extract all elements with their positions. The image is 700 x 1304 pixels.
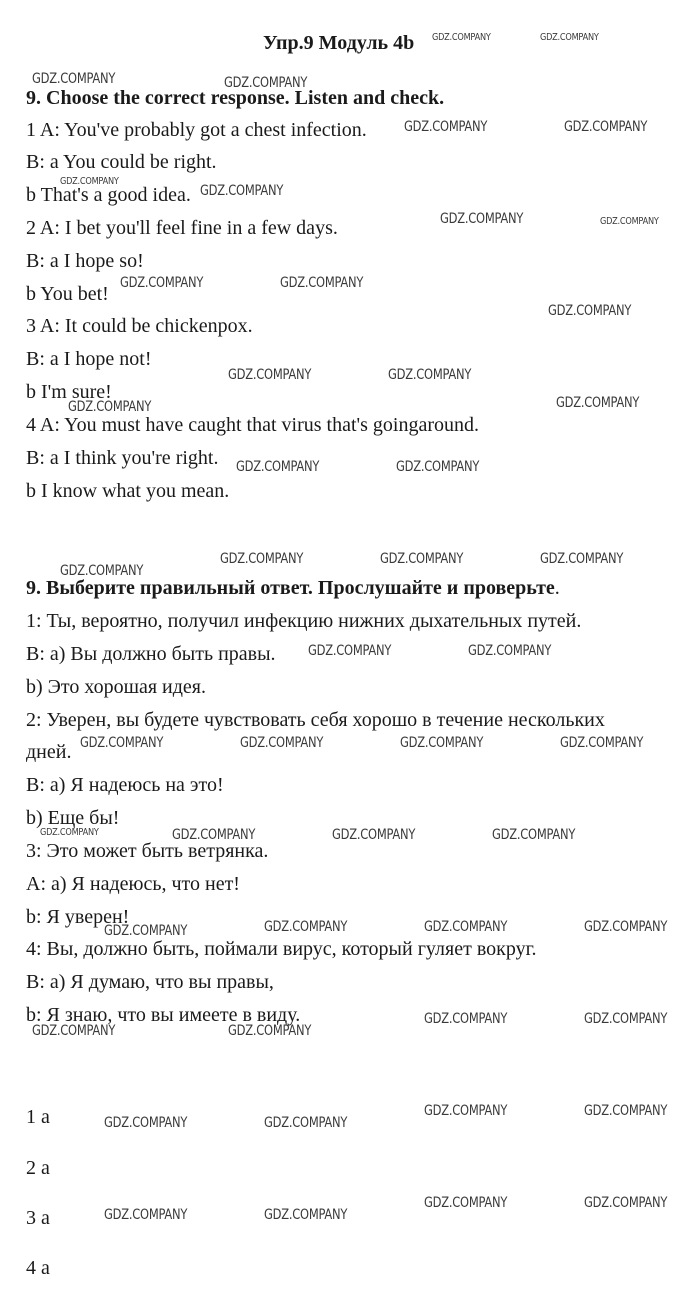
english-line: 3 A: It could be chickenpox.	[26, 315, 253, 337]
watermark: GDZ.COMPANY	[564, 119, 648, 135]
english-heading: 9. Choose the correct response. Listen and check.	[26, 87, 445, 109]
watermark: GDZ.COMPANY	[32, 1023, 116, 1039]
watermark: GDZ.COMPANY	[600, 216, 659, 227]
watermark: GDZ.COMPANY	[172, 827, 256, 843]
answer-item: 2 a	[26, 1157, 50, 1179]
watermark: GDZ.COMPANY	[584, 1103, 668, 1119]
watermark: GDZ.COMPANY	[264, 1207, 348, 1223]
russian-heading	[26, 576, 560, 600]
watermark: GDZ.COMPANY	[332, 827, 416, 843]
russian-line: 3: Это может быть ветрянка.	[26, 840, 269, 862]
watermark: GDZ.COMPANY	[104, 923, 188, 939]
russian-line: B: а) Я думаю, что вы правы,	[26, 971, 274, 993]
english-line: b I'm sure!	[26, 381, 112, 403]
watermark: GDZ.COMPANY	[400, 735, 484, 751]
watermark: GDZ.COMPANY	[380, 551, 464, 567]
watermark: GDZ.COMPANY	[68, 399, 152, 415]
watermark: GDZ.COMPANY	[104, 1207, 188, 1223]
watermark: GDZ.COMPANY	[280, 275, 364, 291]
watermark: GDZ.COMPANY	[264, 919, 348, 935]
russian-line: дней.	[26, 741, 72, 763]
watermark: GDZ.COMPANY	[396, 459, 480, 475]
watermark: GDZ.COMPANY	[584, 1195, 668, 1211]
russian-line: b) Еще бы!	[26, 807, 120, 829]
watermark: GDZ.COMPANY	[388, 367, 472, 383]
watermark: GDZ.COMPANY	[584, 919, 668, 935]
english-line: b You bet!	[26, 283, 109, 305]
answer-item: 1 a	[26, 1106, 50, 1128]
watermark: GDZ.COMPANY	[468, 643, 552, 659]
watermark: GDZ.COMPANY	[228, 367, 312, 383]
watermark: GDZ.COMPANY	[540, 551, 624, 567]
watermark: GDZ.COMPANY	[424, 1195, 508, 1211]
watermark: GDZ.COMPANY	[32, 71, 116, 87]
answer-item: 3 a	[26, 1207, 50, 1229]
watermark: GDZ.COMPANY	[224, 75, 308, 91]
russian-line: A: а) Я надеюсь, что нет!	[26, 873, 240, 895]
english-line: B: a I think you're right.	[26, 447, 219, 469]
english-line: b That's a good idea.	[26, 184, 191, 206]
watermark: GDZ.COMPANY	[404, 119, 488, 135]
watermark: GDZ.COMPANY	[264, 1115, 348, 1131]
russian-line: b) Это хорошая идея.	[26, 676, 207, 698]
english-line: b I know what you mean.	[26, 480, 230, 502]
watermark: GDZ.COMPANY	[60, 563, 144, 579]
english-line: B: a You could be right.	[26, 151, 217, 173]
watermark: GDZ.COMPANY	[220, 551, 304, 567]
watermark: GDZ.COMPANY	[584, 1011, 668, 1027]
watermark: GDZ.COMPANY	[228, 1023, 312, 1039]
watermark: GDZ.COMPANY	[548, 303, 632, 319]
russian-line: b: Я знаю, что вы имеете в виду.	[26, 1004, 301, 1026]
russian-line: 2: Уверен, вы будете чувствовать себя хорошо в течение нескольких	[26, 709, 605, 731]
watermark: GDZ.COMPANY	[40, 827, 99, 838]
watermark: GDZ.COMPANY	[432, 32, 491, 43]
russian-line: B: а) Я надеюсь на это!	[26, 774, 224, 796]
russian-line: 1: Ты, вероятно, получил инфекцию нижних дыхательных путей.	[26, 610, 582, 632]
english-line: B: a I hope so!	[26, 250, 144, 272]
watermark: GDZ.COMPANY	[560, 735, 644, 751]
russian-line: 4: Вы, должно быть, поймали вирус, который гуляет вокруг.	[26, 938, 537, 960]
answer-item: 4 a	[26, 1257, 50, 1279]
russian-line: b: Я уверен!	[26, 906, 130, 928]
russian-heading-period: .	[554, 577, 560, 599]
watermark: GDZ.COMPANY	[308, 643, 392, 659]
russian-heading-text: 9. Выберите правильный ответ. Прослушайте и проверьте	[26, 577, 555, 599]
english-line: B: a I hope not!	[26, 348, 152, 370]
russian-line: B: а) Вы должно быть правы.	[26, 643, 276, 665]
watermark: GDZ.COMPANY	[240, 735, 324, 751]
watermark: GDZ.COMPANY	[540, 32, 599, 43]
watermark: GDZ.COMPANY	[424, 1011, 508, 1027]
watermark: GDZ.COMPANY	[440, 211, 524, 227]
watermark: GDZ.COMPANY	[424, 919, 508, 935]
watermark: GDZ.COMPANY	[200, 183, 284, 199]
watermark: GDZ.COMPANY	[556, 395, 640, 411]
watermark: GDZ.COMPANY	[492, 827, 576, 843]
watermark: GDZ.COMPANY	[60, 176, 119, 187]
english-line: 2 A: I bet you'll feel fine in a few days.	[26, 217, 338, 239]
watermark: GDZ.COMPANY	[80, 735, 164, 751]
watermark: GDZ.COMPANY	[120, 275, 204, 291]
english-line: 4 A: You must have caught that virus that's goingaround.	[26, 414, 480, 436]
english-line: 1 A: You've probably got a chest infection.	[26, 119, 367, 141]
watermark: GDZ.COMPANY	[424, 1103, 508, 1119]
page-title: Упр.9 Модуль 4b	[263, 32, 415, 54]
watermark: GDZ.COMPANY	[104, 1115, 188, 1131]
watermark: GDZ.COMPANY	[236, 459, 320, 475]
